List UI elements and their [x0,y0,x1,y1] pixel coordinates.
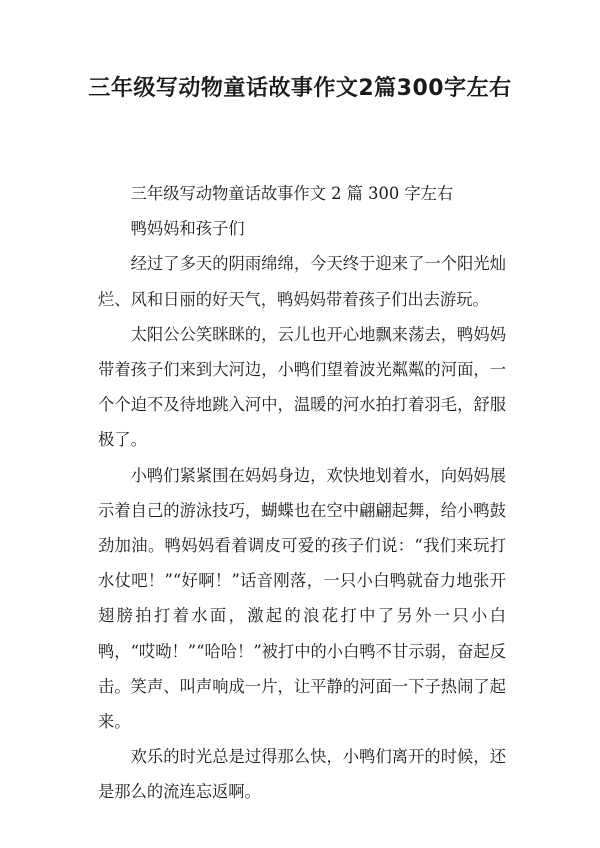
document-body [98,176,506,810]
paragraph-2: 太阳公公笑眯眯的，云儿也开心地飘来荡去，鸭妈妈带着孩子们来到大河边，小鸭们望着波光粼粼的河面，一个个迫不及待地跳入河中，温暖的河水拍打着羽毛，舒服极了。 [98,324,506,450]
paragraph-1: 经过了多天的阴雨绵绵，今天终于迎来了一个阳光灿烂、风和日丽的好天气，鸭妈妈带着孩子们出去游玩。 [98,254,506,309]
story-title: 鸭妈妈和孩子们 [130,219,245,239]
paragraph-3: 小鸭们紧紧围在妈妈身边，欢快地划着水，向妈妈展示着自己的游泳技巧，蝴蝶也在空中翩翩起舞，给小鸭鼓劲加油。鸭妈妈看着调皮可爱的孩子们说：“我们来玩打水仗吧！”“好啊！”话音刚落，一只小白鸭就奋力地张开翅膀拍打着水面，激起的浪花打中了另外一只小白鸭，“哎呦！”“哈哈！”被打中的小白鸭不甘示弱，奋起反击。笑声、叫声响成一片，让平静的河面一下子热闹了起来。 [98,465,506,732]
paragraph-4: 欢乐的时光总是过得那么快，小鸭们离开的时候，还是那么的流连忘返啊。 [98,747,506,802]
subtitle-line: 三年级写动物童话故事作文 2 篇 300 字左右 [130,184,454,203]
document-title: 三年级写动物童话故事作文2篇300字左右 [88,76,512,101]
